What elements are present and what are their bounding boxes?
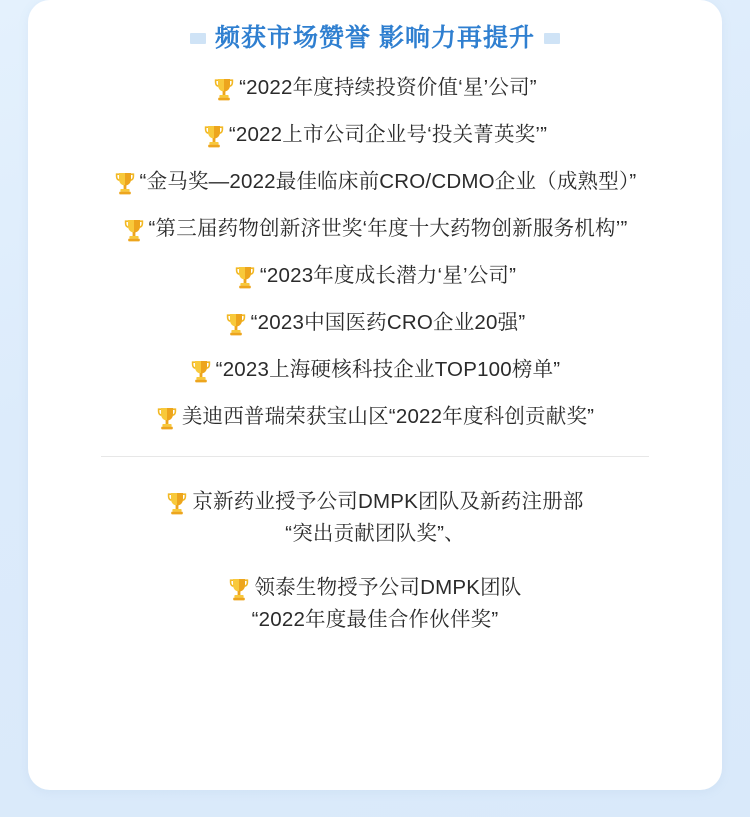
- trophy-icon: [225, 311, 247, 337]
- list-item: [54, 169, 696, 195]
- list-item: [54, 216, 696, 242]
- list-item: [54, 357, 696, 383]
- award-label: “第三届药物创新济世奖‘年度十大药物创新服务机构’”: [148, 217, 628, 240]
- award-label: 美迪西普瑞荣获宝山区“2022年度科创贡献奖”: [181, 405, 595, 428]
- trophy-icon: [228, 576, 250, 602]
- trophy-icon: [213, 76, 235, 102]
- award-label: “2022年度持续投资价值‘星’公司”: [239, 76, 537, 99]
- award-label: “2023上海硬核科技企业TOP100榜单”: [215, 358, 561, 381]
- award-label: “2023年度成长潜力‘星’公司”: [259, 264, 517, 287]
- section-heading: [54, 26, 696, 51]
- partner-award-list: [54, 489, 696, 634]
- partner-award-name: “突出贡献团队奖”、: [285, 522, 465, 545]
- partner-award-name: “2022年度最佳合作伙伴奖”: [251, 607, 499, 631]
- trophy-icon: [123, 217, 145, 243]
- list-item: [54, 263, 696, 289]
- list-item: [54, 404, 696, 430]
- content-card: [28, 0, 722, 790]
- heading-decoration-right-icon: [544, 33, 560, 44]
- list-item: [54, 75, 696, 101]
- page-title: 频获市场赞誉 影响力再提升: [215, 24, 535, 52]
- list-item: [54, 310, 696, 336]
- award-label: “2023中国医药CRO企业20强”: [250, 311, 526, 334]
- section-divider: [101, 456, 649, 457]
- list-item: [54, 575, 696, 635]
- partner-line-primary: [54, 575, 696, 601]
- award-label: “金马奖—2022最佳临床前CRO/CDMO企业（成熟型）”: [139, 170, 637, 193]
- list-item: [54, 122, 696, 148]
- card-inner: [28, 26, 722, 634]
- partner-label: 领泰生物授予公司DMPK团队: [254, 575, 522, 599]
- award-list: [54, 75, 696, 430]
- trophy-icon: [234, 264, 256, 290]
- trophy-icon: [156, 405, 178, 431]
- partner-line-primary: [54, 489, 696, 515]
- trophy-icon: [114, 170, 136, 196]
- award-label: “2022上市公司企业号‘投关菁英奖’”: [228, 123, 548, 146]
- trophy-icon: [203, 123, 225, 149]
- list-item: [54, 489, 696, 549]
- trophy-icon: [190, 358, 212, 384]
- partner-label: 京新药业授予公司DMPK团队及新药注册部: [192, 490, 584, 513]
- heading-decoration-left-icon: [190, 33, 206, 44]
- trophy-icon: [166, 490, 188, 516]
